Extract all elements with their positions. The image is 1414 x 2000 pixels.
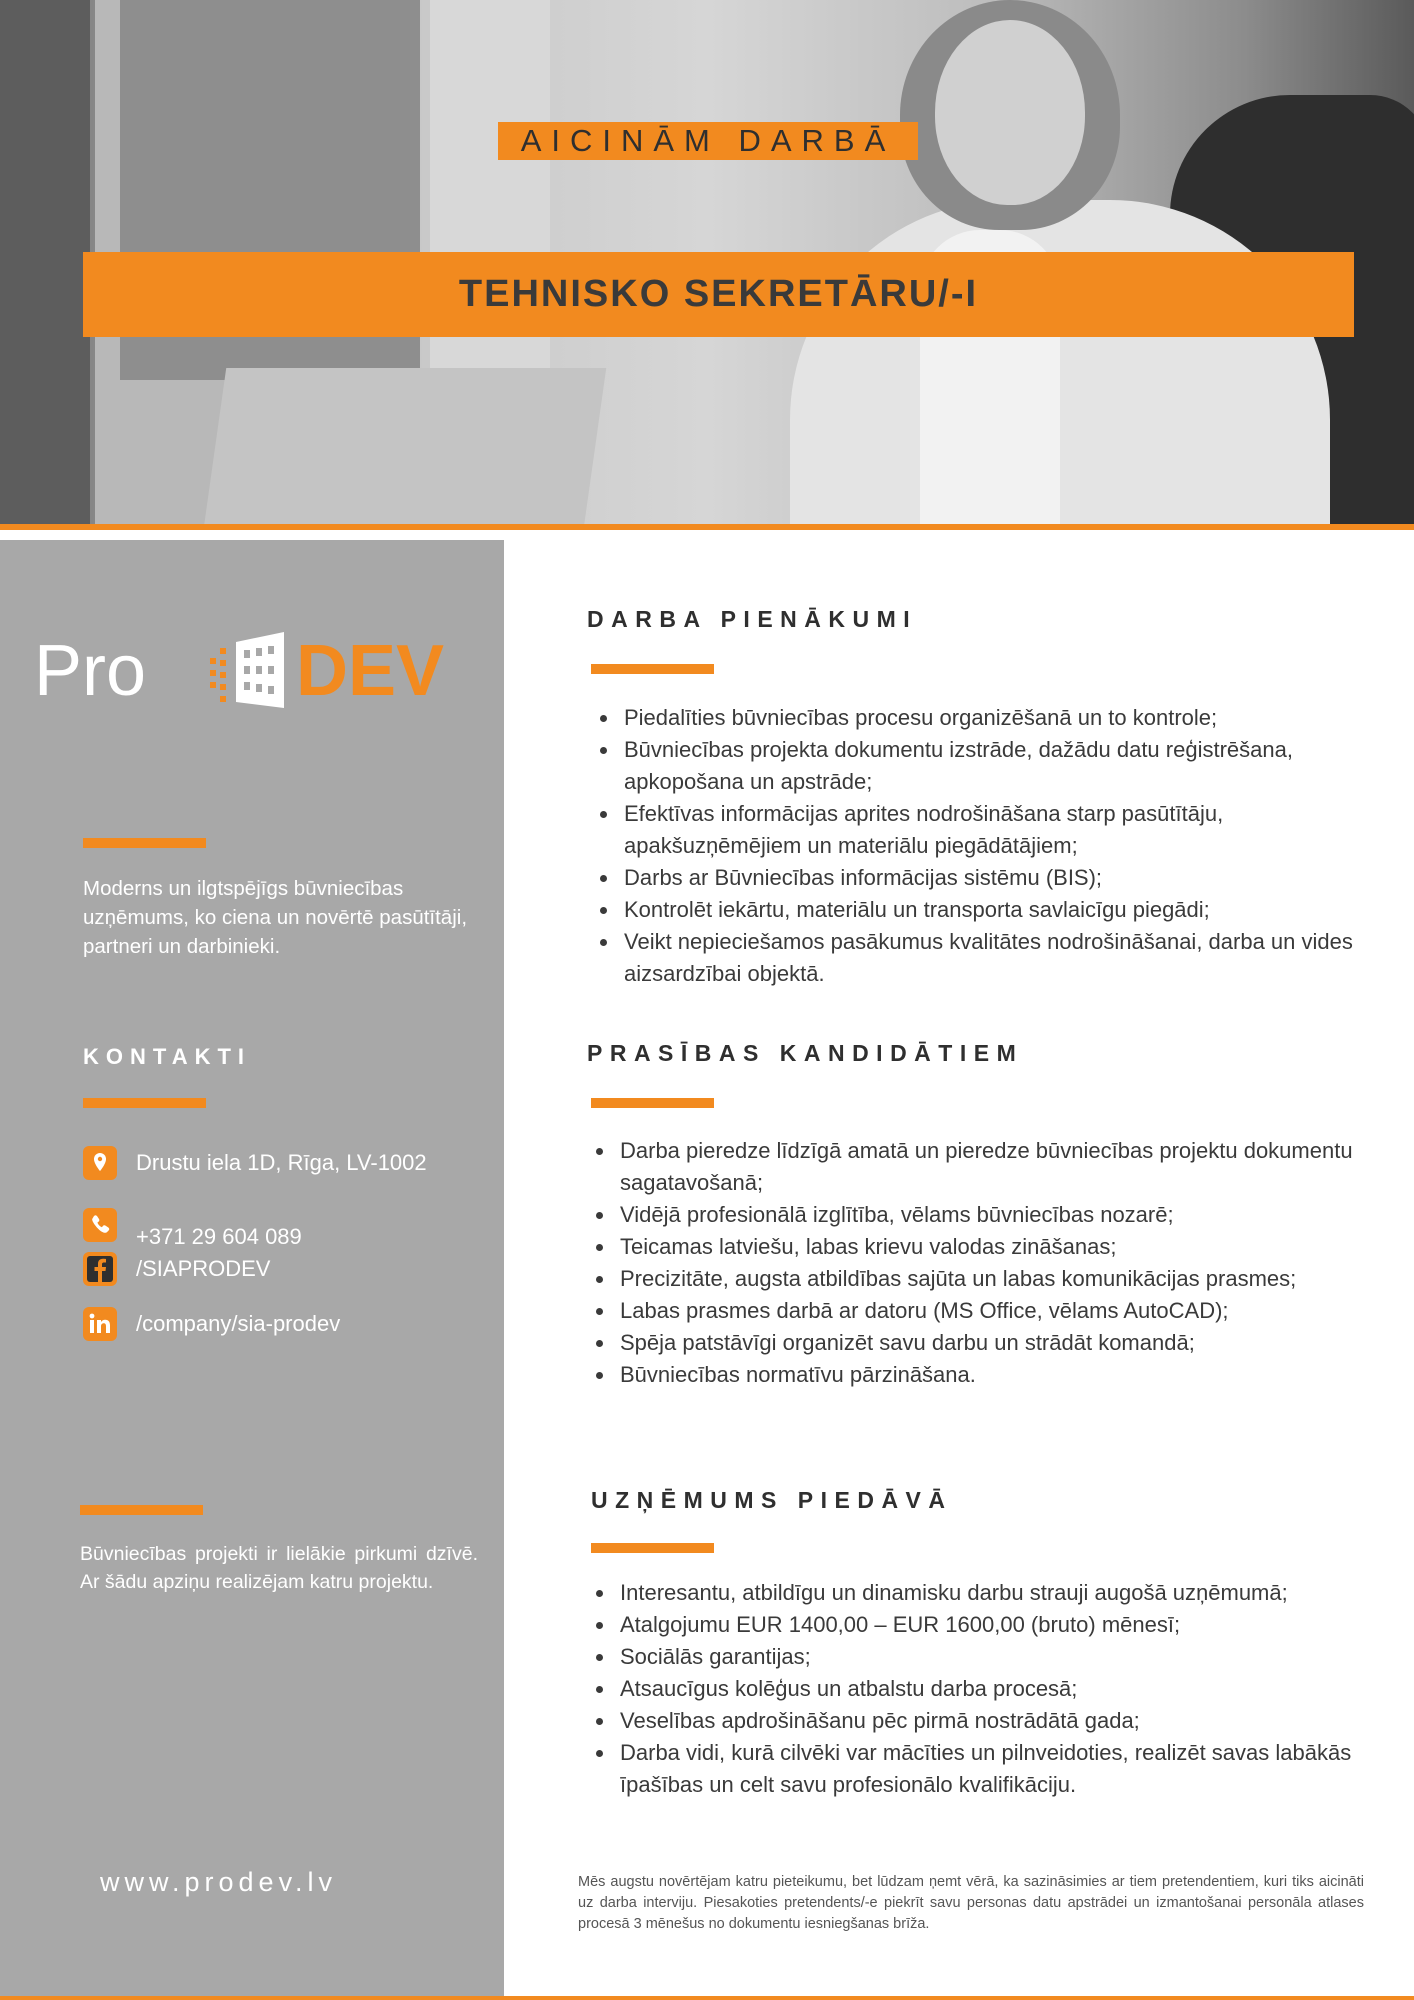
contact-address <box>83 1146 427 1180</box>
list-item: Būvniecības normatīvu pārzināšana. <box>620 1359 1354 1391</box>
requirements-heading: PRASĪBAS KANDIDĀTIEM <box>587 1040 1024 1066</box>
prodev-logo <box>34 630 474 710</box>
tagline-accent-bar <box>83 838 206 848</box>
list-item: Darba vidi, kurā cilvēki var mācīties un pilnveidoties, realizēt savas labākās īpašības un celt savu profesionālo kvalifikāciju. <box>620 1737 1354 1801</box>
contact-facebook-text[interactable]: /SIAPRODEV <box>136 1256 271 1281</box>
requirements-accent-bar <box>591 1098 714 1108</box>
list-item: Piedalīties būvniecības procesu organizēšanā un to kontrole; <box>624 702 1354 734</box>
list-item: Veselības apdrošināšanu pēc pirmā nostrādātā gada; <box>620 1705 1354 1737</box>
contact-address-text: Drustu iela 1D, Rīga, LV-1002 <box>136 1150 427 1175</box>
duties-accent-bar <box>591 664 714 674</box>
hero-kicker: AICINĀM DARBĀ <box>498 122 918 160</box>
contact-phone-text: +371 29 604 089 <box>136 1224 302 1249</box>
hero-person-face <box>935 20 1085 205</box>
contact-linkedin-text[interactable]: /company/sia-prodev <box>136 1311 341 1336</box>
hero-person-body <box>790 200 1330 525</box>
list-item: Vidējā profesionālā izglītība, vēlams būvniecības nozarē; <box>620 1199 1354 1231</box>
list-item: Precizitāte, augsta atbildības sajūta un labas komunikācijas prasmes; <box>620 1263 1354 1295</box>
duties-list <box>624 702 1354 990</box>
offer-accent-bar <box>591 1543 714 1553</box>
location-pin-icon <box>83 1146 117 1180</box>
list-item: Darba pieredze līdzīgā amatā un pieredze būvniecības projektu dokumentu sagatavošanā; <box>620 1135 1354 1199</box>
list-item: Interesantu, atbildīgu un dinamisku darbu strauji augošā uzņēmumā; <box>620 1577 1354 1609</box>
website-link[interactable]: www.prodev.lv <box>100 1867 338 1897</box>
contact-phone <box>83 1200 302 1250</box>
application-disclaimer: Mēs augstu novērtējam katru pieteikumu, bet lūdzam ņemt vērā, ka sazināsimies ar tiem pretendentiem, kuri tiks aicināti uz darba interviju. Piesakoties pretendents/-e piekrīt savu personas datu apstrādei un izmantošanai personāla atlases procesā 3 mēnešus no dokumentu iesniegšanas brīža. <box>578 1874 1364 1932</box>
list-item: Efektīvas informācijas aprites nodrošināšana starp pasūtītāju, apakšuzņēmējiem un materiālu piegādātājiem; <box>624 798 1354 862</box>
list-item: Kontrolēt iekārtu, materiālu un transporta savlaicīgu piegādi; <box>624 894 1354 926</box>
hero-bg-shadow <box>0 0 90 525</box>
logo-building-icon <box>210 632 284 708</box>
list-item: Veikt nepieciešamos pasākumus kvalitātes nodrošināšanai, darba un vides aizsardzībai objektā. <box>624 926 1354 990</box>
linkedin-icon <box>83 1307 117 1341</box>
list-item: Atalgojumu EUR 1400,00 – EUR 1600,00 (bruto) mēnesī; <box>620 1609 1354 1641</box>
facebook-icon <box>83 1252 117 1286</box>
company-slogan: Būvniecības projekti ir lielākie pirkumi dzīvē. Ar šādu apziņu realizējam katru projektu. <box>80 1543 478 1593</box>
list-item: Būvniecības projekta dokumentu izstrāde, dažādu datu reģistrēšana, apkopošana un apstrāde; <box>624 734 1354 798</box>
footer-divider <box>0 1996 1414 2000</box>
list-item: Sociālās garantijas; <box>620 1641 1354 1673</box>
company-tagline: Moderns un ilgtspējīgs būvniecības uzņēmums, ko ciena un novērtē pasūtītāji, partneri un darbinieki. <box>83 877 468 958</box>
list-item: Spēja patstāvīgi organizēt savu darbu un strādāt komandā; <box>620 1327 1354 1359</box>
list-item: Atsaucīgus kolēģus un atbalstu darba procesā; <box>620 1673 1354 1705</box>
logo-text-dev: DEV <box>296 631 445 710</box>
hero-divider <box>0 524 1414 530</box>
offer-list <box>620 1577 1354 1801</box>
sidebar <box>0 540 504 2000</box>
contacts-accent-bar <box>83 1098 206 1108</box>
list-item: Teicamas latviešu, labas krievu valodas zināšanas; <box>620 1231 1354 1263</box>
offer-heading: UZŅĒMUMS PIEDĀVĀ <box>591 1487 953 1513</box>
position-title: TEHNISKO SEKRETĀRU/-I <box>83 252 1354 337</box>
contact-linkedin[interactable] <box>83 1307 340 1341</box>
duties-heading: DARBA PIENĀKUMI <box>587 606 918 632</box>
logo-text-pro: Pro <box>34 631 147 710</box>
phone-icon <box>83 1208 117 1242</box>
requirements-list <box>620 1135 1354 1391</box>
contact-facebook[interactable] <box>83 1252 270 1286</box>
contacts-heading: KONTAKTI <box>83 1044 252 1069</box>
hero-laptop <box>204 368 606 525</box>
list-item: Labas prasmes darbā ar datoru (MS Office, vēlams AutoCAD); <box>620 1295 1354 1327</box>
list-item: Darbs ar Būvniecības informācijas sistēmu (BIS); <box>624 862 1354 894</box>
slogan-accent-bar <box>80 1505 203 1515</box>
